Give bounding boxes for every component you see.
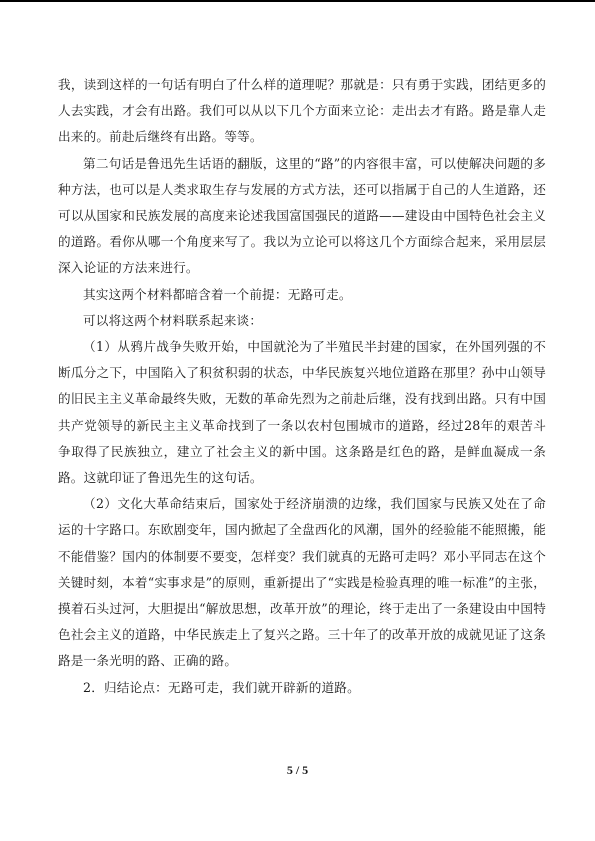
page-top-border bbox=[0, 0, 595, 2]
document-body bbox=[58, 72, 546, 701]
page-number: 5 / 5 bbox=[286, 763, 309, 777]
paragraph-point-2: （2）文化大革命结束后，国家处于经济崩溃的边缘，我们国家与民族又处在了命运的十字路口。东欧剧变年，国内掀起了全盘西化的风潮，国外的经验能不能照搬，能不能借鉴？国内的体制要不要变，怎样变？我们就真的无路可走吗？邓小平同志在这个关键时刻，本着“实事求是”的原则，重新提出了“实践是检验真理的唯一标准”的主张，摸着石头过河，大胆提出“解放思想，改革开放”的理论，终于走出了一条建设由中国特色社会主义的道路，中华民族走上了复兴之路。三十年了的改革开放的成就见证了这条路是一条光明的路、正确的路。 bbox=[58, 496, 546, 669]
paragraph-combine: 可以将这两个材料联系起来谈： bbox=[83, 312, 263, 328]
paragraph-conclusion: 2．归结论点：无路可走，我们就开辟新的道路。 bbox=[83, 679, 360, 695]
paragraph-continuation: 我，读到这样的一句话有明白了什么样的道理呢？那就是：只有勇于实践，团结更多的人去实践，才会有出路。我们可以从以下几个方面来立论：走出去才有路。路是靠人走出来的。前赴后继终有出路。等等。 bbox=[58, 77, 546, 145]
paragraph-second-quote: 第二句话是鲁迅先生话语的翻版，这里的“路”的内容很丰富，可以使解决问题的多种方法，也可以是人类求取生存与发展的方式方法，还可以指属于自己的人生道路，还可以从国家和民族发展的高度来论述我国富国强民的道路——建设由中国特色社会主义的道路。看你从哪一个角度来写了。我以为立论可以将这几个方面综合起来，采用层层深入论证的方法来进行。 bbox=[58, 155, 546, 276]
paragraph-premise: 其实这两个材料都暗含着一个前提：无路可走。 bbox=[83, 286, 352, 302]
paragraph-point-1: （1）从鸦片战争失败开始，中国就沦为了半殖民半封建的国家，在外国列强的不断瓜分之下，中国陷入了积贫积弱的状态，中华民族复兴地位道路在那里？孙中山领导的旧民主主义革命最终失败，无数的革命先烈为之前赴后继，没有找到出路。只有中国共产党领导的新民主主义革命找到了一条以农村包围城市的道路，经过28年的艰苦斗争取得了民族独立，建立了社会主义的新中国。这条路是红色的路，是鲜血凝成一条路。这就印证了鲁迅先生的这句话。 bbox=[58, 339, 546, 486]
